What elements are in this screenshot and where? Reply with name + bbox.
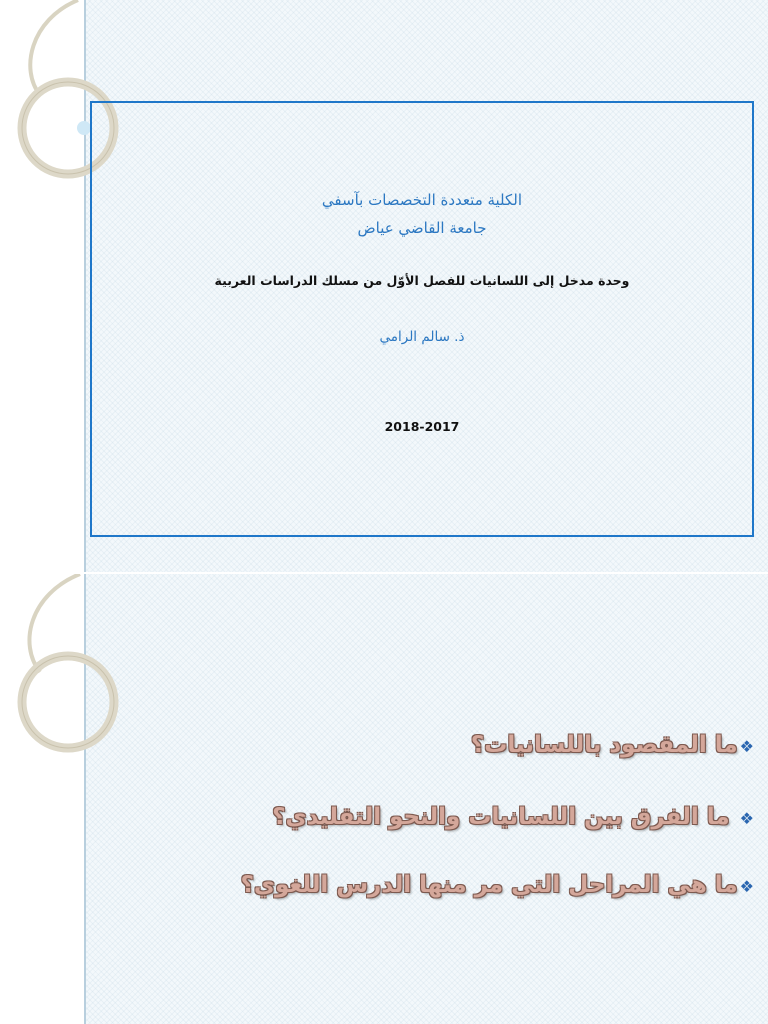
academic-year: 2018-2017 [384, 419, 460, 434]
title-frame [90, 101, 754, 537]
diamond-bullet-icon: ❖ [739, 737, 754, 756]
diamond-bullet-icon: ❖ [739, 809, 754, 828]
course-title: وحدة مدخل إلى اللسانيات للفصل الأوّل من مسلك الدراسات العربية [214, 273, 630, 288]
questions-slide [0, 574, 768, 1024]
diamond-bullet-icon: ❖ [739, 877, 754, 896]
question-text: ما هي المراحل التي مر منها الدرس اللغوي؟ [240, 872, 738, 898]
ring-decoration-icon [0, 574, 120, 834]
college-name: الكلية متعددة التخصصات بآسفي [321, 191, 523, 209]
question-text: ما الفرق بين اللسانيات والنحو التقليدي؟ [272, 804, 738, 830]
question-item [241, 872, 754, 898]
university-name: جامعة القاضي عياض [357, 219, 487, 237]
question-item [471, 732, 754, 758]
question-item [272, 804, 754, 830]
question-text: ما المقصود باللسانيات؟ [470, 732, 738, 758]
author-name: ذ. سالم الرامي [379, 329, 465, 345]
